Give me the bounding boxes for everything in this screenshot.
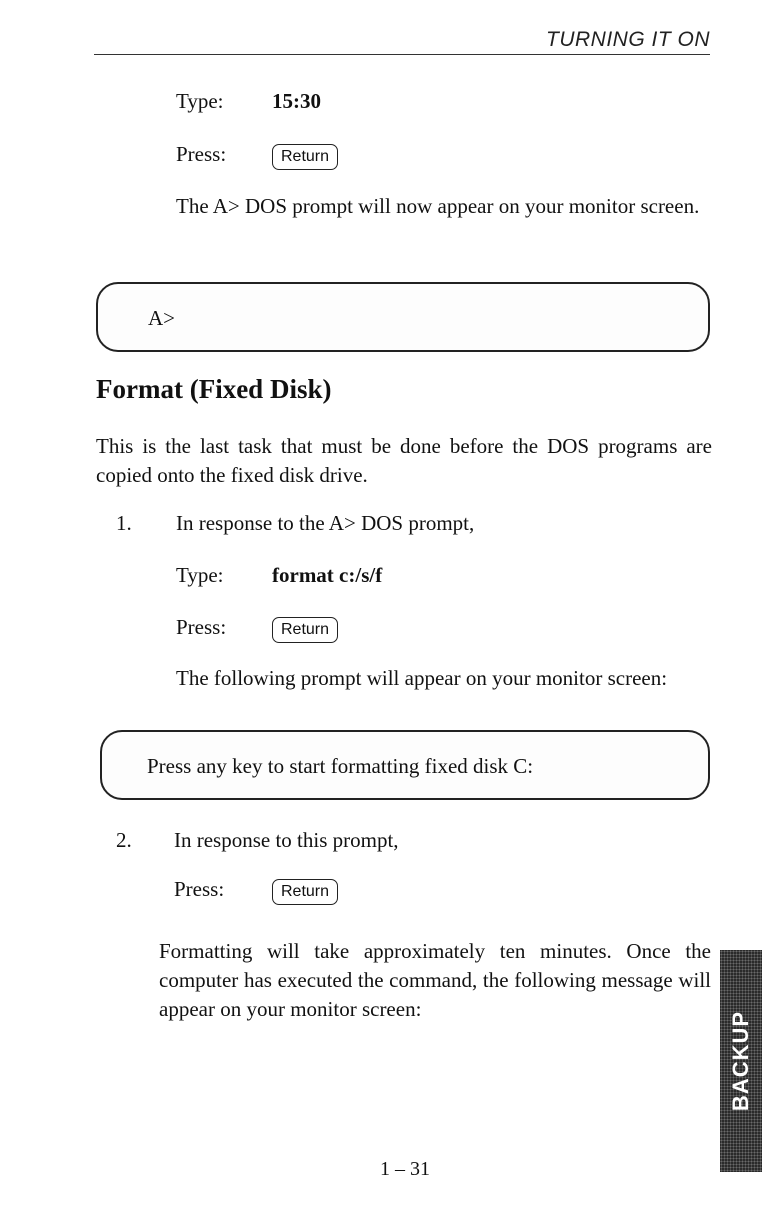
- type-label: Type:: [176, 563, 224, 587]
- return-key: Return: [272, 617, 338, 643]
- intro-paragraph: This is the last task that must be done before the DOS programs are copied onto the fixed disk drive.: [96, 434, 712, 487]
- step-text: In response to this prompt,: [174, 828, 399, 852]
- monitor-screen-box: [96, 282, 710, 352]
- type-value: format c:/s/f: [272, 563, 383, 587]
- step-1-note: The following prompt will appear on your monitor screen:: [176, 666, 668, 690]
- running-head: TURNING IT ON: [546, 28, 710, 51]
- header-rule: [94, 54, 710, 55]
- step-1-press-row: [176, 613, 338, 643]
- type-label: Type:: [176, 89, 224, 113]
- step-text: In response to the A> DOS prompt,: [176, 511, 475, 535]
- press-label: Press:: [176, 142, 227, 166]
- section-side-tab: [720, 950, 762, 1172]
- type-value: 15:30: [272, 89, 321, 113]
- page-number: 1 – 31: [380, 1158, 430, 1180]
- step-number: 1.: [116, 511, 132, 535]
- step-2-press-row: [174, 875, 338, 905]
- monitor-screen-box: [100, 730, 710, 800]
- section-title: Format (Fixed Disk): [96, 374, 332, 404]
- side-tab-label: BACKUP: [728, 1010, 753, 1112]
- step-1-type-row: [176, 561, 382, 590]
- step-2: [116, 826, 399, 855]
- screen-text: Press any key to start formatting fixed disk C:: [147, 754, 534, 778]
- prompt-note: The A> DOS prompt will now appear on your monitor screen.: [176, 194, 700, 218]
- screen-text: A>: [148, 306, 176, 330]
- press-label: Press:: [176, 615, 227, 639]
- step-1: [116, 509, 474, 538]
- return-key: Return: [272, 879, 338, 905]
- press-label: Press:: [174, 877, 225, 901]
- time-type-row: [176, 87, 321, 116]
- time-press-row: [176, 140, 338, 170]
- step-2-note: Formatting will take approximately ten minutes. Once the computer has executed the command, the following message will appear on your monitor screen:: [159, 939, 711, 1021]
- step-number: 2.: [116, 828, 132, 852]
- return-key: Return: [272, 144, 338, 170]
